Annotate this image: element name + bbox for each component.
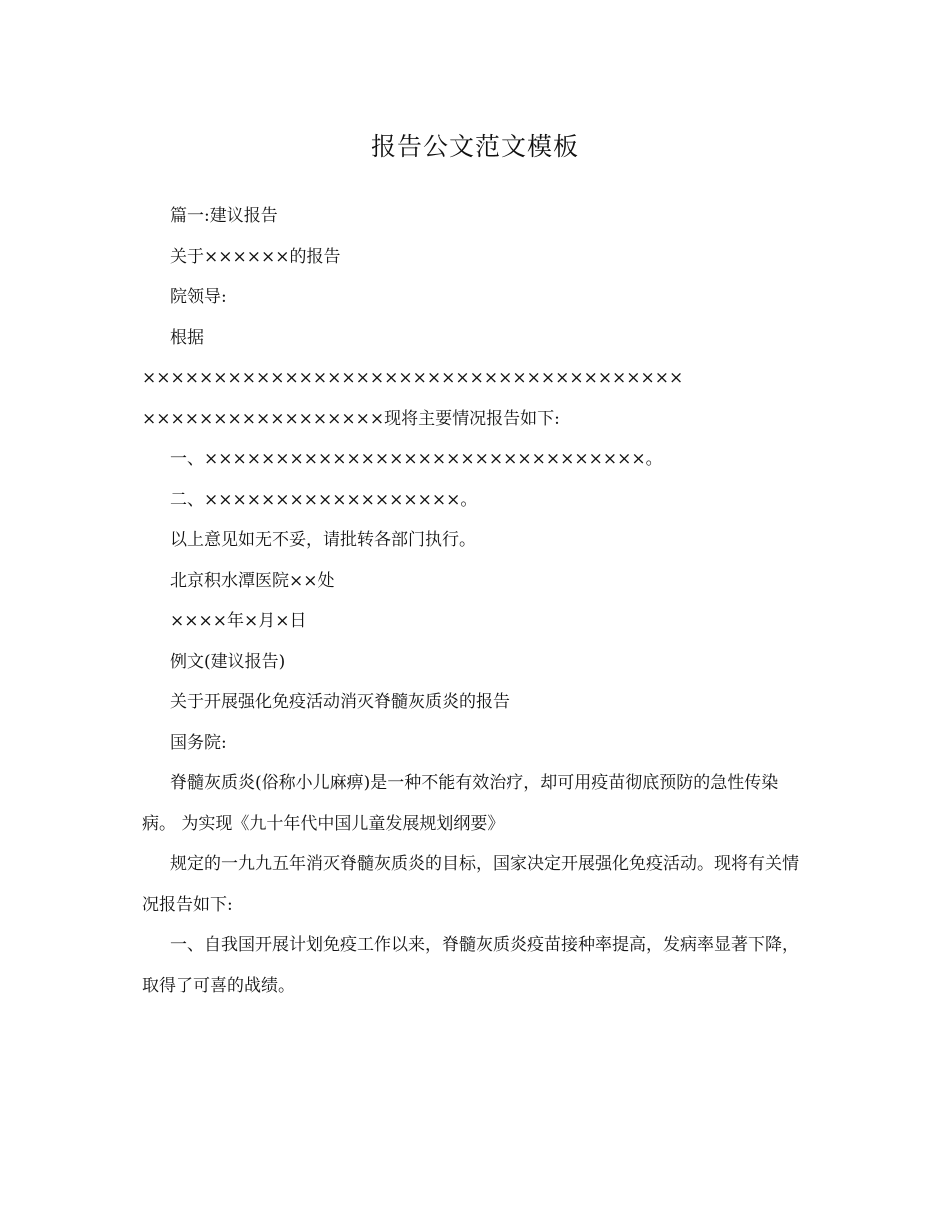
- example-heading: 例文(建议报告): [170, 651, 286, 672]
- signature-org: 北京积水潭医院××处: [170, 570, 335, 591]
- placeholder-line: ××××××××××××××××××××××××××××××××××××××: [142, 368, 684, 388]
- signature-date: ××××年×月×日: [170, 611, 307, 631]
- section-heading: 篇一:建议报告: [170, 206, 278, 226]
- document-title: 报告公文范文模板: [370, 132, 579, 161]
- example-paragraph: 规定的一九九五年消灭脊髓灰质炎的目标，国家决定开展强化免疫活动。现将有关情况报告如下:: [142, 854, 799, 915]
- example-salutation: 国务院:: [170, 732, 227, 753]
- report-subject: 关于××××××的报告: [170, 246, 341, 267]
- example-subject: 关于开展强化免疫活动消灭脊髓灰质炎的报告: [170, 692, 510, 712]
- example-paragraph: 一、自我国开展计划免疫工作以来，脊髓灰质炎疫苗接种率提高，发病率显著下降，取得了可喜的战绩。: [142, 935, 799, 996]
- closing-request: 以上意见如无不妥，请批转各部门执行。: [170, 530, 476, 550]
- item-two: 二、××××××××××××××××××。: [170, 489, 478, 510]
- document-body: [142, 196, 810, 1006]
- example-paragraph: 脊髓灰质炎(俗称小儿麻痹)是一种不能有效治疗，却可用疫苗彻底预防的急性传染病。 为实现《九十年代中国儿童发展规划纲要》: [142, 773, 779, 834]
- item-one: 一、×××××××××××××××××××××××××××××××。: [170, 449, 663, 469]
- salutation: 院领导:: [170, 287, 227, 307]
- paragraph-basis: 根据: [170, 327, 204, 348]
- placeholder-line-continued: ×××××××××××××××××现将主要情况报告如下:: [142, 408, 560, 429]
